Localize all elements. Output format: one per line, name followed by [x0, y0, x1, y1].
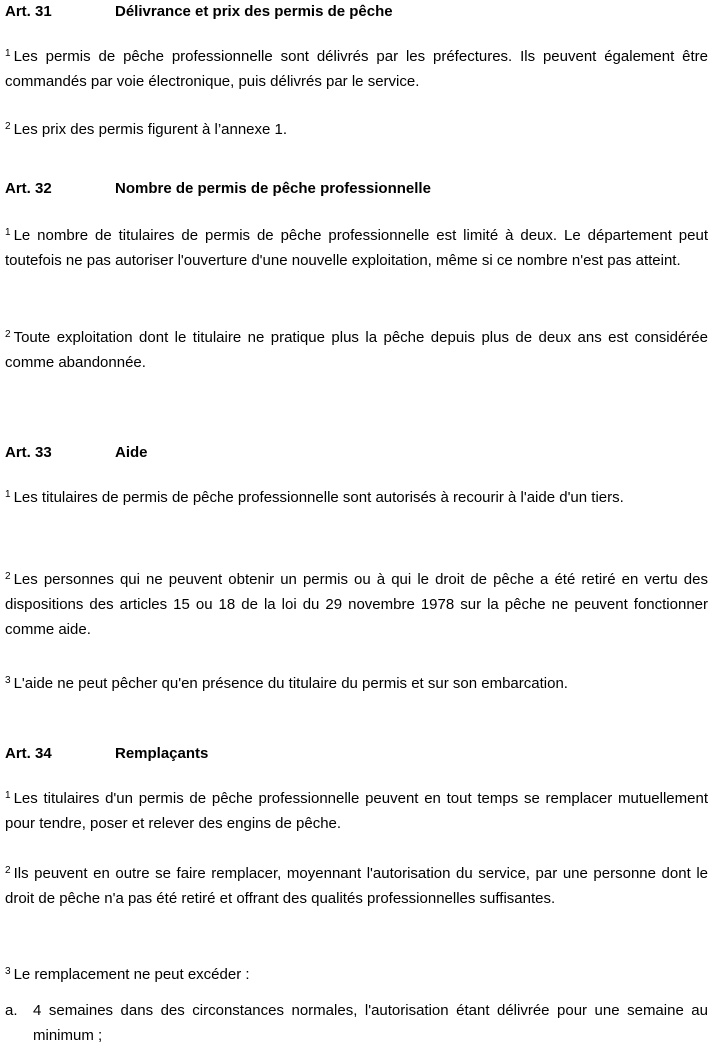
- article-31-paragraph-1: [5, 44, 708, 94]
- paragraph-number: 2: [5, 865, 11, 876]
- paragraph-text: Les personnes qui ne peuvent obtenir un permis ou à qui le droit de pêche a été retiré en vertu des dispositions des articles 15 ou 18 de la loi du 29 novembre 1978 sur la pêche ne peuvent fonctionner comme aide.: [5, 571, 708, 638]
- article-34-list-item-a: [5, 998, 708, 1048]
- article-number: Art. 31: [5, 3, 52, 20]
- paragraph-number: 2: [5, 329, 11, 340]
- article-32-paragraph-1: [5, 223, 708, 273]
- paragraph-text: L'aide ne peut pêcher qu'en présence du titulaire du permis et sur son embarcation.: [13, 675, 568, 692]
- article-title: Aide: [115, 444, 148, 461]
- paragraph-number: 2: [5, 121, 11, 132]
- paragraph-text: Les permis de pêche professionnelle sont délivrés par les préfectures. Ils peuvent également être commandés par voie électronique, puis délivrés par le service.: [5, 48, 708, 90]
- paragraph-text: Toute exploitation dont le titulaire ne pratique plus la pêche depuis plus de deux ans est considérée comme abandonnée.: [5, 329, 708, 371]
- article-33-paragraph-1: [5, 485, 708, 510]
- paragraph-text: Le nombre de titulaires de permis de pêche professionnelle est limité à deux. Le département peut toutefois ne pas autoriser l'ouverture d'une nouvelle exploitation, même si ce nombre n'est pas atteint.: [5, 227, 708, 269]
- paragraph-text: Le remplacement ne peut excéder :: [13, 966, 250, 983]
- paragraph-number: 1: [5, 48, 11, 59]
- paragraph-text: Les prix des permis figurent à l’annexe 1.: [13, 121, 288, 138]
- article-34-paragraph-3: [5, 962, 708, 987]
- list-item-label: a.: [5, 1002, 18, 1019]
- article-34-paragraph-2: [5, 861, 708, 911]
- article-31-paragraph-2: [5, 117, 708, 142]
- paragraph-number: 1: [5, 227, 11, 238]
- list-item-text: 4 semaines dans des circonstances normales, l'autorisation étant délivrée pour une semaine au minimum ;: [33, 1002, 708, 1044]
- article-title: Nombre de permis de pêche professionnelle: [115, 180, 431, 197]
- paragraph-number: 3: [5, 675, 11, 686]
- article-33-paragraph-3: [5, 671, 708, 696]
- paragraph-number: 3: [5, 966, 11, 977]
- paragraph-text: Ils peuvent en outre se faire remplacer, moyennant l'autorisation du service, par une personne dont le droit de pêche n'a pas été retiré et offrant des qualités professionnelles suffisantes.: [5, 865, 708, 907]
- article-32-paragraph-2: [5, 325, 708, 375]
- paragraph-text: Les titulaires de permis de pêche professionnelle sont autorisés à recourir à l'aide d'un tiers.: [13, 489, 624, 506]
- article-title: Remplaçants: [115, 745, 209, 762]
- paragraph-number: 2: [5, 571, 11, 582]
- article-33-paragraph-2: [5, 567, 708, 642]
- article-number: Art. 32: [5, 180, 52, 197]
- article-number: Art. 34: [5, 745, 52, 762]
- paragraph-number: 1: [5, 790, 11, 801]
- paragraph-text: Les titulaires d'un permis de pêche professionnelle peuvent en tout temps se remplacer mutuellement pour tendre, poser et relever des engins de pêche.: [5, 790, 708, 832]
- article-34-paragraph-1: [5, 786, 708, 836]
- article-number: Art. 33: [5, 444, 52, 461]
- paragraph-number: 1: [5, 489, 11, 500]
- article-title: Délivrance et prix des permis de pêche: [115, 3, 393, 20]
